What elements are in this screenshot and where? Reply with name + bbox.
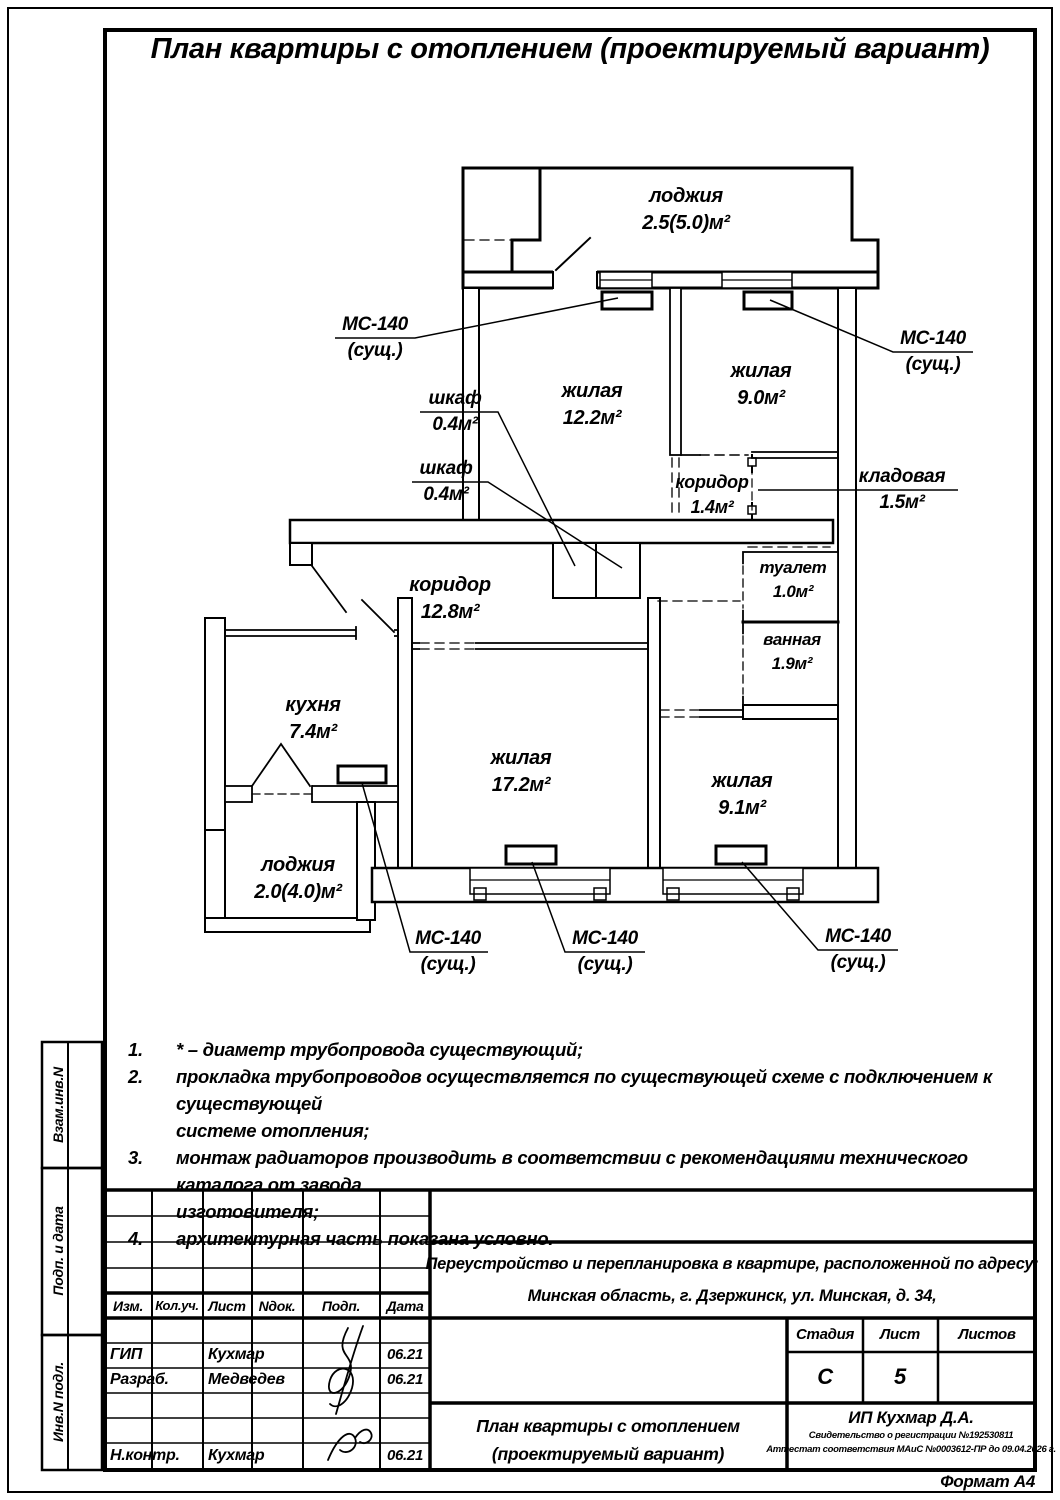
sidebar-label-vzam: Взам.инв.N — [50, 1067, 66, 1143]
radiator-model: МС-140 — [900, 328, 966, 349]
note-number: 1. — [128, 1039, 143, 1060]
radiator-label-1 — [342, 314, 408, 362]
stamp-name: Кухмар — [208, 1346, 265, 1363]
room-area: 12.2м² — [562, 407, 622, 429]
note-text: системе отопления; — [176, 1120, 370, 1141]
radiator-model: МС-140 — [415, 928, 481, 949]
room-name: кладовая — [858, 466, 946, 487]
room-name: жилая — [490, 747, 552, 769]
room-label-corridor-main — [409, 572, 490, 626]
room-name: ванная — [763, 630, 821, 649]
room-area: 9.0м² — [737, 387, 785, 409]
stamp-col-kol: Кол.уч. — [155, 1298, 199, 1313]
room-label-loggia-top — [642, 183, 729, 237]
room-label-storage — [859, 466, 945, 514]
sidebar-label-inv: Инв.N подл. — [50, 1362, 66, 1442]
room-name: коридор — [409, 574, 491, 596]
note-number: 4. — [128, 1228, 143, 1249]
room-name: шкаф — [428, 388, 482, 409]
doc-title-line2: (проектируемый вариант) — [491, 1444, 725, 1464]
room-name: кухня — [285, 694, 341, 716]
radiator-label-4 — [572, 928, 638, 976]
room-label-living-17 — [491, 745, 552, 799]
room-name: жилая — [730, 360, 792, 382]
room-name: жилая — [561, 380, 623, 402]
radiator-status: (сущ.) — [420, 954, 476, 975]
room-label-kitchen — [285, 692, 340, 746]
radiator-status: (сущ.) — [830, 952, 886, 973]
room-label-loggia-bottom — [254, 852, 341, 906]
room-label-closet-1 — [429, 388, 482, 436]
room-name: шкаф — [419, 458, 473, 479]
room-name: лоджия — [261, 854, 335, 876]
signature — [328, 1430, 372, 1460]
format-label: Формат А4 — [940, 1472, 1035, 1491]
stage-label: Стадия — [796, 1326, 854, 1343]
room-name: лоджия — [649, 185, 723, 207]
sidebar-label-podp: Подп. и дата — [50, 1206, 66, 1296]
radiator-status: (сущ.) — [905, 354, 961, 375]
project-address-line1: Переустройство и перепланировка в квартире, расположенной по адресу: — [425, 1255, 1039, 1273]
radiator — [602, 292, 652, 309]
room-label-corridor-small — [675, 470, 748, 520]
room-label-living-9 — [731, 358, 792, 412]
room-area: 2.0(4.0)м² — [254, 881, 342, 903]
stamp-role: ГИП — [110, 1346, 142, 1363]
project-address-line2: Минская область, г. Дзержинск, ул. Минская, д. 34, — [527, 1287, 937, 1305]
note-number: 2. — [128, 1066, 143, 1087]
room-area: 1.4м² — [690, 497, 734, 517]
room-area: 0.4м² — [432, 414, 478, 435]
room-label-toilet — [760, 556, 827, 604]
room-label-living-12 — [562, 378, 623, 432]
radiator-model: МС-140 — [342, 314, 408, 335]
sheet-value: 5 — [894, 1364, 906, 1389]
radiator — [506, 846, 556, 864]
radiator-label-3 — [415, 928, 481, 976]
sheets-label: Листов — [958, 1326, 1016, 1343]
sheet-label: Лист — [880, 1326, 920, 1343]
radiator-model: МС-140 — [572, 928, 638, 949]
stamp-col-data: Дата — [386, 1298, 424, 1314]
room-label-closet-2 — [420, 458, 473, 506]
room-name: коридор — [675, 472, 749, 492]
room-area: 2.5(5.0)м² — [642, 212, 730, 234]
room-area: 12.8м² — [420, 601, 480, 623]
note-item — [128, 1144, 998, 1225]
note-item — [128, 1036, 998, 1063]
note-text: монтаж радиаторов производить в соответствии с рекомендациями технического каталога от завода — [176, 1147, 968, 1195]
radiator — [716, 846, 766, 864]
room-area: 1.0м² — [772, 582, 814, 601]
note-text: архитектурная часть показана условно. — [176, 1228, 554, 1249]
room-name: туалет — [759, 558, 827, 577]
radiator-label-2 — [900, 328, 966, 376]
radiator-label-5 — [825, 926, 891, 974]
room-area: 1.5м² — [879, 492, 925, 513]
stamp-col-izm: Изм. — [112, 1298, 144, 1314]
company-cert-line2: Аттестат соответствия МАиС №0003612-ПР до 09.04.2026 г. — [766, 1444, 1056, 1455]
room-area: 9.1м² — [718, 797, 766, 819]
company-name: ИП Кухмар Д.А. — [848, 1408, 974, 1427]
stamp-col-list: Лист — [208, 1298, 246, 1314]
radiator-status: (сущ.) — [577, 954, 633, 975]
company-cert-line1: Свидетельство о регистрации №192530811 — [808, 1430, 1014, 1441]
stamp-name: Кухмар — [208, 1447, 265, 1464]
stamp-role: Н.контр. — [110, 1447, 180, 1464]
doc-title-line1: План квартиры с отоплением — [476, 1416, 740, 1436]
note-text: прокладка трубопроводов осуществляется по существующей схеме с подключением к существующей — [176, 1066, 992, 1114]
room-area: 17.2м² — [491, 774, 551, 796]
signature — [336, 1326, 363, 1414]
room-area: 1.9м² — [771, 654, 813, 673]
note-number: 3. — [128, 1147, 143, 1168]
stamp-name: Медведев — [208, 1371, 285, 1388]
room-area: 0.4м² — [423, 484, 469, 505]
stage-value: С — [817, 1364, 833, 1389]
room-label-bath — [763, 628, 821, 676]
stamp-date: 06.21 — [386, 1447, 424, 1464]
stamp-col-ndok: Nдок. — [258, 1298, 296, 1314]
radiator-status: (сущ.) — [347, 340, 403, 361]
room-name: жилая — [711, 770, 773, 792]
page-title: План квартиры с отоплением (проектируемый вариант) — [150, 33, 990, 65]
note-text: * – диаметр трубопровода существующий; — [176, 1039, 583, 1060]
note-item — [128, 1225, 998, 1252]
stamp-col-podp: Подп. — [321, 1298, 361, 1314]
note-text: изготовителя; — [176, 1201, 319, 1222]
radiator-model: МС-140 — [825, 926, 891, 947]
stamp-date: 06.21 — [386, 1371, 424, 1388]
room-label-living-91 — [712, 768, 773, 822]
stamp-role: Разраб. — [110, 1371, 169, 1388]
room-area: 7.4м² — [289, 721, 337, 743]
note-item — [128, 1063, 998, 1144]
radiator — [338, 766, 386, 783]
notes-list — [128, 1036, 998, 1252]
stamp-date: 06.21 — [386, 1346, 424, 1363]
